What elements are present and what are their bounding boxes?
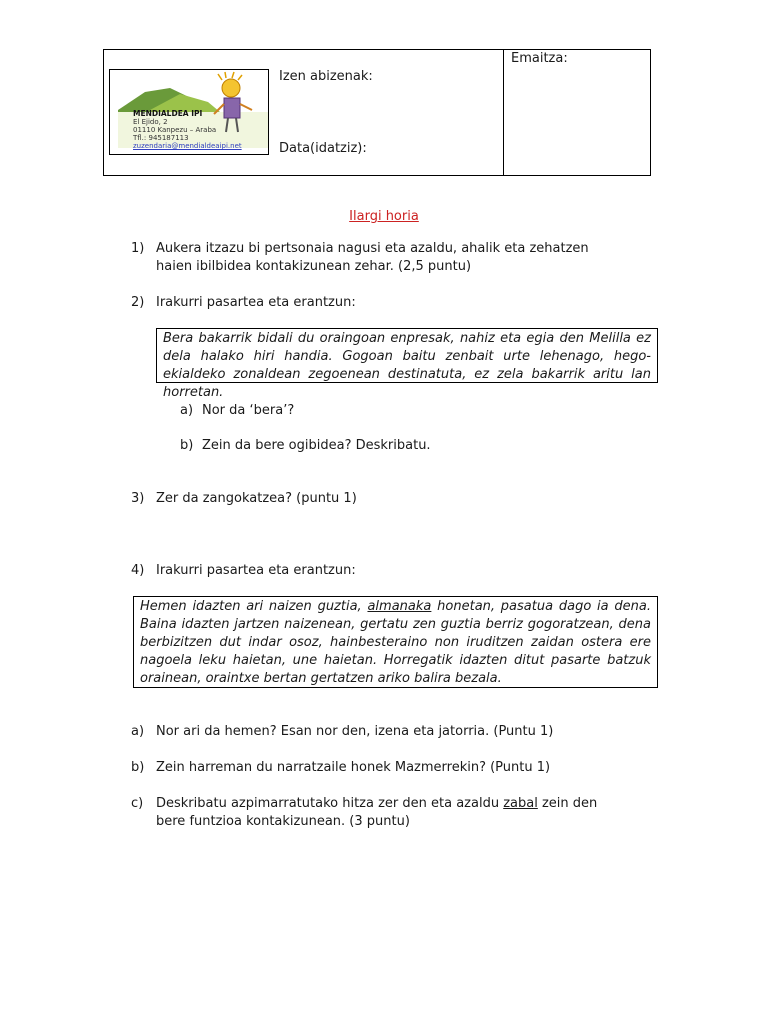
quote-text: Bera bakarrik bidali du oraingoan enpresak, nahiz eta egia den Melilla ez dela halako hiri handia. Gogoan baitu zenbait urte lehenago, hego-ekialdeko zonaldean zegoenean destinatuta, ez zela bakarrik aritu lan horretan. [163, 331, 651, 400]
sub-question-letter: b) [131, 760, 145, 775]
school-logo [109, 69, 269, 155]
logo-phone: Tfl.: 945187113 [133, 134, 189, 142]
question-number: 2) [131, 295, 145, 310]
header-divider [503, 49, 504, 176]
quote-text-before: Hemen idazten ari naizen guztia, [140, 599, 368, 614]
sub-question-text: Nor da ‘bera’? [202, 403, 295, 418]
quote-box-1 [156, 328, 658, 400]
question-text: Irakurri pasartea eta erantzun: [156, 563, 356, 578]
sub-question-text: Nor ari da hemen? Esan nor den, izena eta jatorria. (Puntu 1) [156, 724, 554, 739]
quote-text-after: honetan, pasatua dago ia dena. Baina idazten jartzen naizenean, gertatu zen guztia berriz gogoratzean, dena berbizitzen dut indar osoz, hainbesteraino non iruditzen zaidan ostera ere nagoela leku haietan, une haietan. Horregatik idazten ditut pasarte batzuk orainean, oraintxe bertan gertatzen ariko balira bezala. [140, 599, 651, 686]
quote-underlined-word: almanaka [367, 599, 432, 614]
question-text: Zer da zangokatzea? (puntu 1) [156, 491, 357, 506]
logo-text-block [133, 110, 242, 150]
question-number: 3) [131, 491, 145, 506]
question-number: 1) [131, 241, 145, 256]
question-text: Irakurri pasartea eta erantzun: [156, 295, 356, 310]
quote-box-2 [133, 596, 658, 688]
sub-question-letter: b) [180, 438, 194, 453]
sub-question-letter: a) [131, 724, 145, 739]
logo-address: El Ejido, 2 [133, 118, 168, 126]
name-label: Izen abizenak: [279, 69, 373, 84]
question-number: 4) [131, 563, 145, 578]
page-title: Ilargi horia [349, 209, 419, 224]
sub-question-text: Zein harreman du narratzaile honek Mazmerrekin? (Puntu 1) [156, 760, 551, 775]
logo-email: zuzendaria@mendialdeaipi.net [133, 142, 242, 150]
date-label: Data(idatziz): [279, 141, 367, 156]
score-label: Emaitza: [511, 51, 568, 66]
logo-city: 01110 Kanpezu – Araba [133, 126, 217, 134]
question-text: Aukera itzazu bi pertsonaia nagusi eta azaldu, ahalik eta zehatzen haien ibilbidea kontakizunean zehar. (2,5 puntu) [156, 241, 589, 274]
logo-org-name: MENDIALDEA IPI [133, 109, 203, 118]
sub-question-letter: c) [131, 796, 144, 811]
sub-question-text [156, 795, 626, 831]
sub-question-text: Zein da bere ogibidea? Deskribatu. [202, 438, 431, 453]
sub-question-letter: a) [180, 403, 194, 418]
sub-question-text-after: zein den bere funtzioa kontakizunean. (3 puntu) [156, 796, 598, 829]
sub-question-text-before: Deskribatu azpimarratutako hitza zer den eta azaldu [156, 796, 504, 811]
underlined-word: zabal [503, 796, 538, 811]
